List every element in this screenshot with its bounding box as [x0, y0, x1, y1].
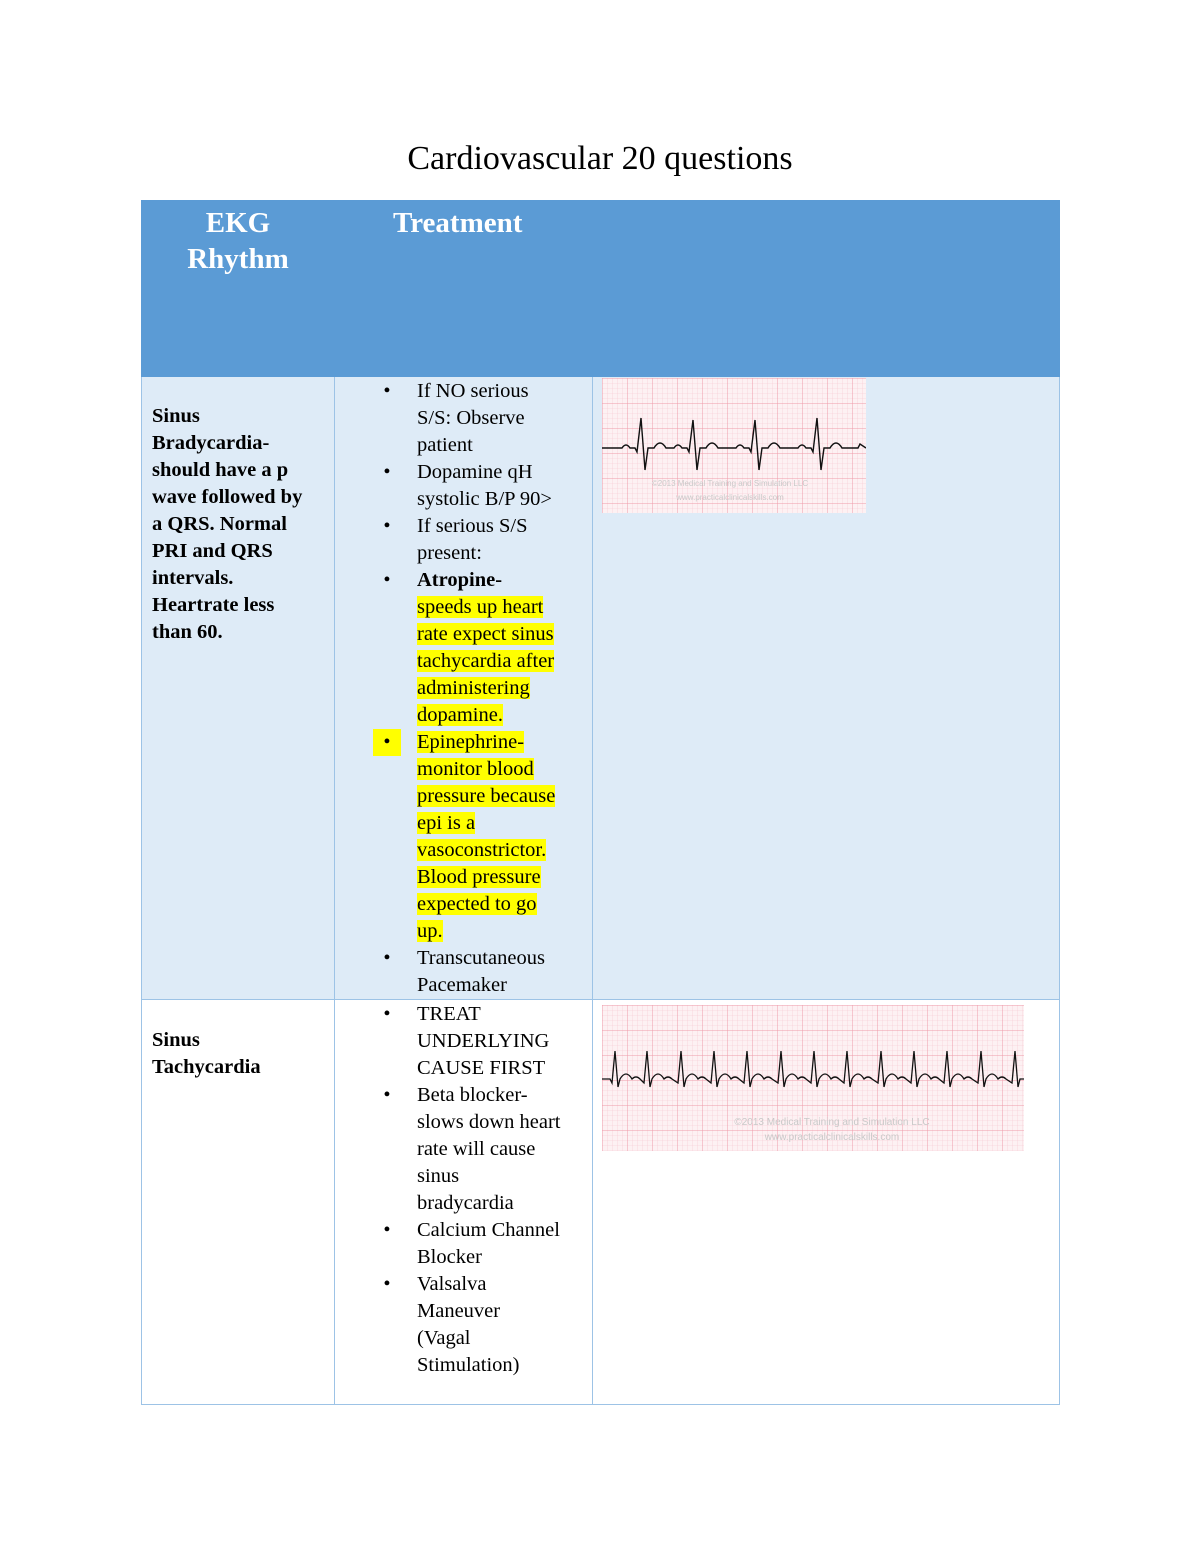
treatment-item [335, 459, 588, 513]
bullet-icon: • [383, 1219, 391, 1241]
highlighted-line: speeds up heart [417, 596, 544, 618]
treatment-line: rate will cause [417, 1138, 536, 1160]
header-cell-rhythm [142, 201, 335, 377]
treatment-line: Beta blocker- [417, 1084, 528, 1106]
highlighted-line: epi is a [417, 812, 476, 834]
highlighted-line: rate expect sinus [417, 623, 554, 645]
rhythm-line: a QRS. Normal [152, 513, 287, 535]
treatment-line: If serious S/S [417, 515, 528, 537]
treatment-cell [335, 377, 593, 1000]
header-ekg-rhythm [142, 201, 334, 277]
bullet-icon: • [383, 569, 391, 591]
treatment-item [335, 1271, 588, 1379]
treatment-line: patient [417, 434, 473, 456]
document-title: Cardiovascular 20 questions [407, 140, 793, 177]
treatment-item [335, 378, 588, 459]
treatment-list [335, 377, 592, 999]
treatment-line: UNDERLYING [417, 1030, 550, 1052]
treatment-table [141, 200, 1060, 1405]
treatment-line: Stimulation) [417, 1354, 520, 1376]
treatment-item [335, 1001, 588, 1082]
treatment-list [335, 1000, 592, 1379]
rhythm-line: intervals. [152, 567, 234, 589]
bullet-icon: • [383, 1003, 391, 1025]
rhythm-description [142, 1000, 334, 1081]
highlighted-line: Blood pressure [417, 866, 541, 888]
highlighted-line: vasoconstrictor. [417, 839, 547, 861]
highlighted-line: Epinephrine- [417, 731, 525, 753]
ekg-watermark: ©2013 Medical Training and Simulation LLC [734, 1117, 930, 1128]
treatment-line: Calcium Channel [417, 1219, 560, 1241]
treatment-line: Pacemaker [417, 974, 507, 996]
treatment-item [335, 513, 588, 567]
header-cell-treatment [335, 201, 593, 377]
header-line: Rhythm [187, 243, 289, 275]
rhythm-cell [142, 1000, 335, 1405]
rhythm-line: Sinus [152, 1029, 200, 1051]
header-line: EKG [205, 207, 271, 239]
treatment-line: systolic B/P 90> [417, 488, 552, 510]
treatment-item [335, 1082, 588, 1217]
highlighted-line: monitor blood [417, 758, 534, 780]
sinus-bradycardia-ekg-strip [602, 378, 866, 513]
highlighted-line: expected to go [417, 893, 537, 915]
treatment-line: Maneuver [417, 1300, 501, 1322]
highlighted-line: administering [417, 677, 530, 699]
treatment-line: (Vagal [417, 1327, 471, 1349]
header-treatment: Treatment [393, 207, 523, 239]
treatment-lead: Atropine- [417, 569, 503, 591]
treatment-line: Valsalva [417, 1273, 487, 1295]
bullet-icon: • [373, 729, 401, 756]
ekg-watermark: www.practicalclinicalskills.com [764, 1132, 900, 1143]
highlighted-line: up. [417, 920, 443, 942]
bullet-icon: • [383, 1273, 391, 1295]
treatment-line: present: [417, 542, 482, 564]
treatment-item-atropine [335, 567, 588, 729]
ekg-watermark: www.practicalclinicalskills.com [676, 493, 784, 502]
treatment-line: CAUSE FIRST [417, 1057, 546, 1079]
bullet-icon: • [383, 947, 391, 969]
sinus-tachycardia-ekg-strip [602, 1005, 1024, 1151]
rhythm-line: Heartrate less [152, 594, 275, 616]
treatment-line: slows down heart [417, 1111, 561, 1133]
treatment-line: Dopamine qH [417, 461, 533, 483]
bullet-icon: • [383, 380, 391, 402]
rhythm-line: than 60. [152, 621, 223, 643]
rhythm-description [142, 377, 334, 646]
table-row [142, 377, 1060, 1000]
treatment-line: Transcutaneous [417, 947, 545, 969]
treatment-item [335, 1217, 588, 1271]
treatment-line: Blocker [417, 1246, 482, 1268]
treatment-cell [335, 1000, 593, 1405]
treatment-line: sinus [417, 1165, 460, 1187]
rhythm-line: should have a p [152, 459, 289, 481]
bullet-icon: • [383, 1084, 391, 1106]
rhythm-line: Bradycardia- [152, 432, 270, 454]
rhythm-cell [142, 377, 335, 1000]
table-header-row [142, 201, 1060, 377]
highlighted-line: pressure because [417, 785, 556, 807]
rhythm-line: wave followed by [152, 486, 303, 508]
rhythm-line: PRI and QRS [152, 540, 273, 562]
treatment-line: If NO serious [417, 380, 529, 402]
treatment-item-epinephrine [335, 729, 588, 945]
bullet-icon: • [383, 515, 391, 537]
ekg-watermark: ©2013 Medical Training and Simulation LLC [651, 479, 809, 488]
treatment-line: S/S: Observe [417, 407, 525, 429]
rhythm-line: Tachycardia [152, 1056, 261, 1078]
treatment-line: TREAT [417, 1003, 481, 1025]
highlighted-line: dopamine. [417, 704, 503, 726]
treatment-line: bradycardia [417, 1192, 514, 1214]
rhythm-line: Sinus [152, 405, 200, 427]
highlighted-line: tachycardia after [417, 650, 555, 672]
treatment-item [335, 945, 588, 999]
bullet-icon: • [383, 461, 391, 483]
header-cell-image [593, 201, 1060, 377]
